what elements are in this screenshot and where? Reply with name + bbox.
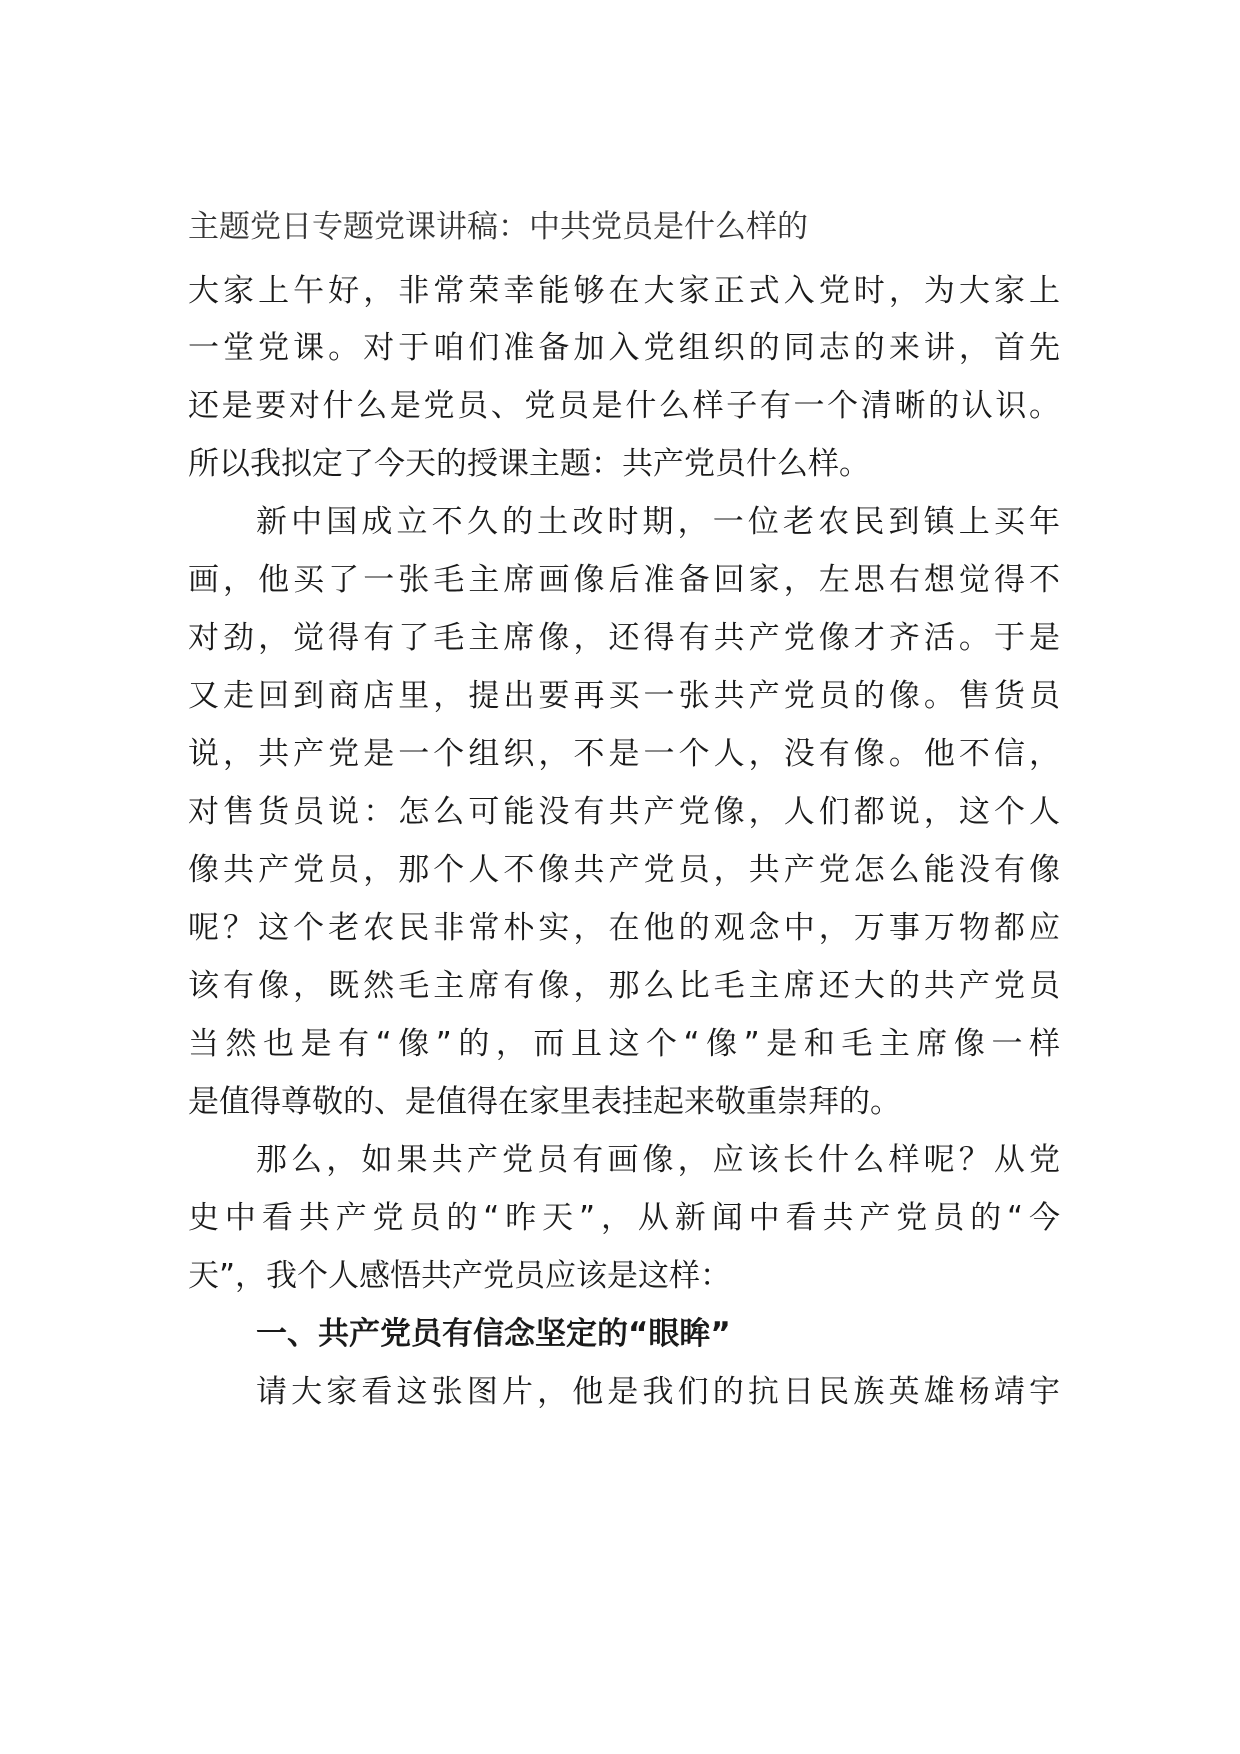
paragraph-line: 对售货员说：怎么可能没有共产党像，人们都说，这个人 <box>188 794 1060 830</box>
paragraph-line: 该有像，既然毛主席有像，那么比毛主席还大的共产党员 <box>188 968 1060 1004</box>
paragraph-line: 像共产党员，那个人不像共产党员，共产党怎么能没有像 <box>188 852 1060 888</box>
paragraph-line: 那么，如果共产党员有画像，应该长什么样呢？从党 <box>256 1142 1060 1178</box>
paragraph-line: 画，他买了一张毛主席画像后准备回家，左思右想觉得不 <box>188 562 1060 598</box>
document-title: 主题党日专题党课讲稿：中共党员是什么样的 <box>188 209 808 245</box>
paragraph-line: 当然也是有“像”的，而且这个“像”是和毛主席像一样 <box>188 1026 1060 1062</box>
paragraph-line: 是值得尊敬的、是值得在家里表挂起来敬重崇拜的。 <box>188 1084 901 1120</box>
paragraph-line: 新中国成立不久的土改时期，一位老农民到镇上买年 <box>256 504 1060 540</box>
paragraph-line: 对劲，觉得有了毛主席像，还得有共产党像才齐活。于是 <box>188 620 1060 656</box>
paragraph-line: 请大家看这张图片，他是我们的抗日民族英雄杨靖宇 <box>256 1374 1060 1410</box>
paragraph-line: 呢？这个老农民非常朴实，在他的观念中，万事万物都应 <box>188 910 1060 946</box>
paragraph-line: 史中看共产党员的“昨天”，从新闻中看共产党员的“今 <box>188 1200 1060 1236</box>
paragraph-line: 所以我拟定了今天的授课主题：共产党员什么样。 <box>188 446 870 482</box>
paragraph-line: 说，共产党是一个组织，不是一个人，没有像。他不信， <box>188 736 1060 772</box>
paragraph-line: 一堂党课。对于咱们准备加入党组织的同志的来讲，首先 <box>188 330 1060 366</box>
paragraph-line: 天”，我个人感悟共产党员应该是这样： <box>188 1258 732 1294</box>
paragraph-line: 又走回到商店里，提出要再买一张共产党员的像。售货员 <box>188 678 1060 714</box>
paragraph-line: 还是要对什么是党员、党员是什么样子有一个清晰的认识。 <box>188 388 1060 424</box>
paragraph-line: 大家上午好，非常荣幸能够在大家正式入党时，为大家上 <box>188 273 1060 309</box>
section-heading: 一、共产党员有信念坚定的“眼眸” <box>256 1316 731 1352</box>
